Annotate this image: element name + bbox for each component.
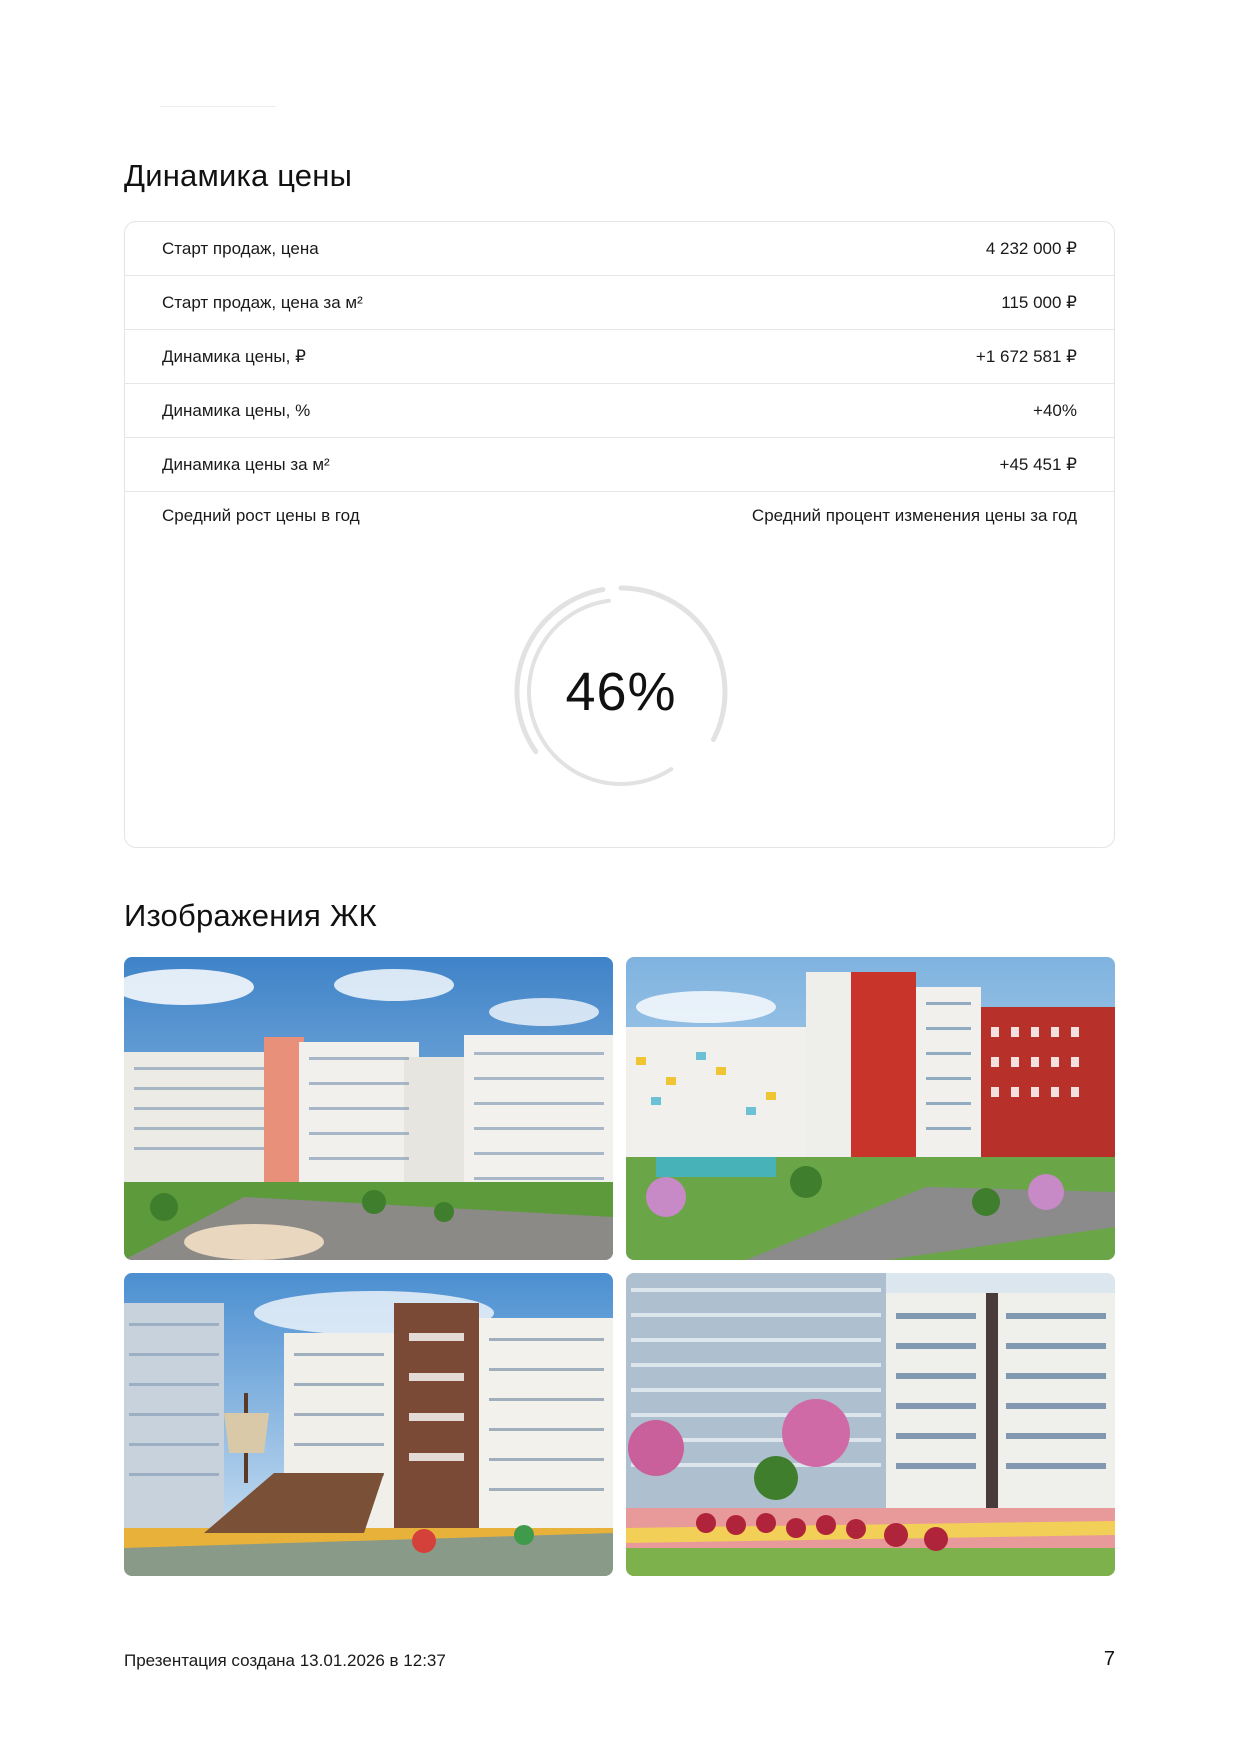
building-image-icon — [124, 957, 613, 1260]
gauge-value: 46% — [565, 662, 677, 722]
average-percent-label: Средний процент изменения цены за год — [751, 506, 1077, 525]
average-growth-header — [125, 492, 1114, 526]
price-row-dynamics-per-m2 — [125, 438, 1114, 492]
price-row-value: 4 232 000 ₽ — [985, 238, 1077, 258]
building-image-icon — [124, 1273, 613, 1576]
complex-image-1[interactable] — [124, 957, 613, 1260]
price-row-start-price-per-m2 — [125, 276, 1114, 330]
presentation-created-note: Презентация создана 13.01.2026 в 12:37 — [124, 1651, 446, 1670]
price-row-label: Старт продаж, цена — [162, 238, 319, 258]
price-row-value: +1 672 581 ₽ — [975, 346, 1077, 366]
price-row-label: Динамика цены, ₽ — [162, 346, 306, 366]
complex-image-gallery — [124, 957, 1115, 1576]
page-number: 7 — [1103, 1648, 1115, 1670]
price-row-start-price — [125, 222, 1114, 276]
price-row-value: +40% — [1033, 400, 1077, 420]
price-row-label: Динамика цены за м² — [162, 454, 330, 474]
complex-image-2[interactable] — [626, 957, 1115, 1260]
building-image-icon — [626, 957, 1115, 1260]
complex-image-4[interactable] — [626, 1273, 1115, 1576]
images-title: Изображения ЖК — [124, 898, 377, 933]
price-row-value: 115 000 ₽ — [1001, 292, 1077, 312]
price-row-value: +45 451 ₽ — [999, 454, 1077, 474]
price-row-label: Динамика цены, % — [162, 400, 311, 420]
complex-image-3[interactable] — [124, 1273, 613, 1576]
price-row-dynamics-percent — [125, 384, 1114, 438]
growth-gauge — [511, 582, 731, 802]
average-growth-label: Средний рост цены в год — [162, 506, 360, 525]
header-divider — [160, 106, 276, 107]
price-row-label: Старт продаж, цена за м² — [162, 292, 363, 312]
price-dynamics-card — [124, 221, 1115, 848]
price-dynamics-title: Динамика цены — [124, 158, 353, 193]
price-row-dynamics-rub — [125, 330, 1114, 384]
building-image-icon — [626, 1273, 1115, 1576]
